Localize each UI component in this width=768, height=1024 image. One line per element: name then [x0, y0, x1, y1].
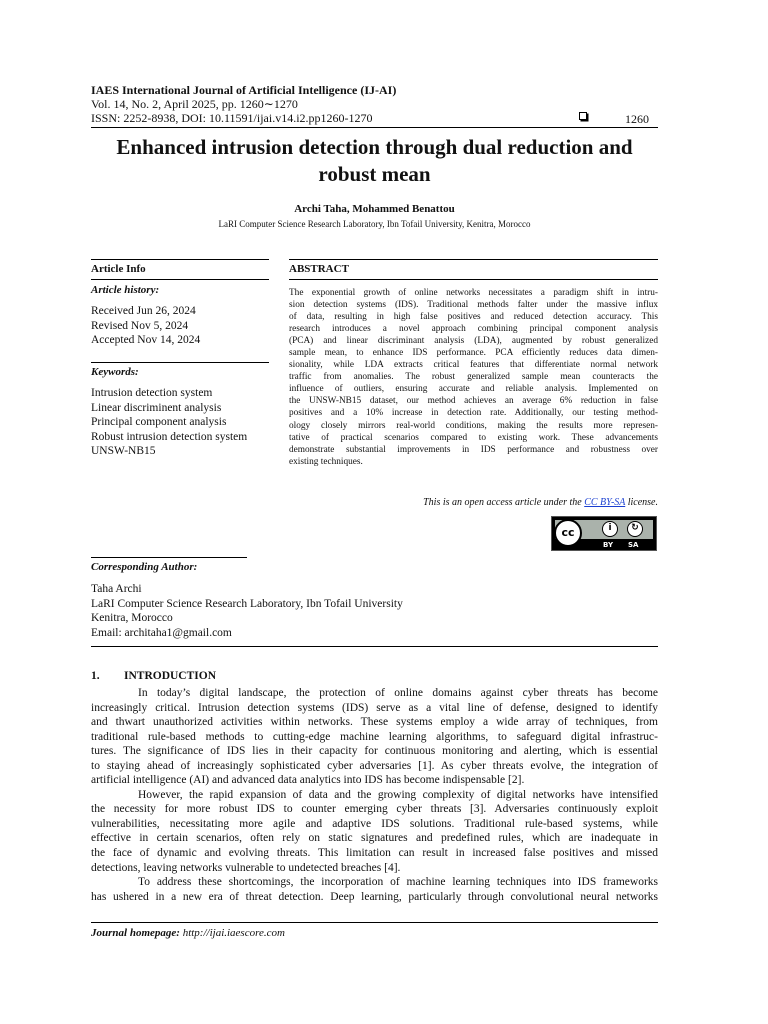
- abstract-line: existing techniques.: [289, 456, 363, 467]
- introduction-body: [91, 686, 658, 904]
- history-item: Revised Nov 5, 2024: [91, 319, 189, 332]
- homepage-url[interactable]: http://ijai.iaescore.com: [182, 927, 285, 939]
- corresponding-rule: [91, 557, 247, 558]
- abstract-line: research introduces a novel approach combining principal component analysis: [289, 324, 658, 335]
- section-heading: [91, 670, 216, 682]
- corresponding-email[interactable]: Email: architaha1@gmail.com: [91, 626, 232, 639]
- paragraph-line: artificial intelligence (AI) and advanced data analytics into IDS has become indispensable [2].: [91, 774, 525, 787]
- abstract-line: tative of practical scenarios compared to existing work. These advancements: [289, 432, 658, 443]
- paragraph-line: However, the rapid expansion of data and the growing complexity of digital networks have intensified: [138, 788, 658, 801]
- keywords-list: [91, 386, 269, 459]
- abstract-heading: ABSTRACT: [289, 263, 349, 275]
- corresponding-line: Kenitra, Morocco: [91, 612, 173, 625]
- title-line: robust mean: [318, 162, 431, 186]
- corresponding-heading: Corresponding Author:: [91, 561, 198, 573]
- paper-title: [91, 134, 658, 188]
- abstract-top-rule: [289, 259, 658, 260]
- paragraph-line: and thwart unauthorized activities within networks. These systems employ a wide array of techniques, from: [91, 716, 658, 729]
- keywords-rule: [91, 362, 269, 363]
- homepage-label: Journal homepage:: [91, 927, 180, 939]
- sa-label: SA: [628, 541, 639, 549]
- paragraph-line: effective in certain scenarios, often rely on static signatures and predefined rules, which are inadequate in: [91, 832, 658, 845]
- sa-icon: ↻: [627, 521, 643, 537]
- cc-by-sa-badge[interactable]: [551, 516, 657, 551]
- open-access-note: [289, 497, 658, 508]
- keyword-item: Intrusion detection system: [91, 387, 213, 399]
- authors: Archi Taha, Mohammed Benattou: [294, 203, 455, 215]
- abstract-line: ology closely mirrors real-world conditions, making the results more represen-: [289, 420, 658, 431]
- title-line: Enhanced intrusion detection through dual reduction and: [116, 135, 633, 159]
- paragraph-line: the necessity for more robust IDS to counter emerging cyber threats [3]. Adversaries continuously exploit: [91, 803, 658, 816]
- info-rule: [91, 279, 269, 280]
- cc-by-sa-link[interactable]: CC BY-SA: [584, 497, 626, 508]
- abstract-line: sion detection systems (IDS). Traditional methods falter under the massive influx: [289, 300, 658, 311]
- corresponding-line: LaRI Computer Science Research Laboratory, Ibn Tofail University: [91, 597, 403, 610]
- corresponding-line: Taha Archi: [91, 583, 142, 595]
- abstract-line: (PCA) and linear discriminant analysis (LDA), augmented by robust generalized: [289, 336, 658, 347]
- history-item: Received Jun 26, 2024: [91, 305, 196, 317]
- abstract-line: traffic from anomalies. The robust generalized sample mean counteracts the: [289, 372, 658, 383]
- open-access-text: license.: [625, 497, 658, 508]
- by-icon: i: [602, 521, 618, 537]
- keyword-item: Robust intrusion detection system: [91, 430, 248, 443]
- info-top-rule: [91, 259, 269, 260]
- abstract-line: sample mean, to enhance IDS performance. PCA efficiently reduces data dimen-: [289, 348, 658, 359]
- header-rule: [91, 127, 658, 128]
- section-title: INTRODUCTION: [124, 670, 217, 682]
- paragraph-line: increasingly critical. Intrusion detection systems (IDS) serve as a vital line of defense, designed to identify: [91, 701, 658, 714]
- keyword-item: Linear discriminent analysis: [91, 401, 222, 414]
- history-item: Accepted Nov 14, 2024: [91, 334, 201, 347]
- history-list: [91, 304, 269, 348]
- abstract-line: demonstrate substantial improvements in IDS performance and robustness over: [289, 444, 658, 455]
- paragraph-line: the face of dynamic and evolving threats. This limitation can result in increased false positives and missed: [91, 847, 658, 860]
- paragraph-line: detections, leaving networks vulnerable to undetected breaches [4].: [91, 861, 401, 874]
- abstract-line: influence of outliers, ensuring accurate and reliable analysis. Implemented on: [289, 384, 658, 395]
- journal-homepage: [91, 927, 285, 939]
- page-number: 1260: [625, 112, 649, 126]
- paragraph-line: has ushered in a new era of threat detection. Deep learning, particularly through convolutional neural networks: [91, 890, 658, 903]
- abstract-text: [289, 287, 658, 468]
- paragraph-line: vulnerabilities, necessitating more agile and adaptive IDS solutions. Traditional rule-based systems, while: [91, 817, 658, 830]
- section-number: 1.: [91, 670, 100, 682]
- keyword-item: Principal component analysis: [91, 416, 227, 429]
- volume-line: Vol. 14, No. 2, April 2025, pp. 1260∼1270: [91, 97, 298, 111]
- section-rule: [91, 646, 658, 647]
- paragraph-line: tures. The significance of IDS lies in their capacity for continuous monitoring and alerting, which is essential: [91, 745, 658, 758]
- by-label: BY: [603, 541, 614, 549]
- corresponding-details: [91, 582, 403, 640]
- abstract-line: the UNSW-NB15 dataset, our method achieves an average 6% reduction in false: [289, 396, 658, 407]
- journal-title: IAES International Journal of Artificial Intelligence (IJ-AI): [91, 83, 397, 97]
- article-info-heading: Article Info: [91, 263, 146, 275]
- issn-line: ISSN: 2252-8938, DOI: 10.11591/ijai.v14.i2.pp1260-1270: [91, 111, 373, 125]
- abstract-line: positives and a 10% increase in detection rate. Additionally, our testing method-: [289, 408, 658, 419]
- paragraph-line: traditional rule-based methods to cutting-edge machine learning algorithms, to safeguard digital infrastruc-: [91, 730, 658, 743]
- keyword-item: UNSW-NB15: [91, 445, 156, 458]
- paragraph-line: In today’s digital landscape, the protection of online domains against cyber threats has become: [138, 687, 658, 699]
- paragraph-line: to staying ahead of increasingly sophisticated cyber adversaries [1]. As cyber threats evolve, the integration of: [91, 759, 658, 772]
- abstract-rule: [289, 279, 658, 280]
- open-access-text: This is an open access article under the: [423, 497, 585, 508]
- cc-icon: cc: [554, 519, 582, 547]
- square-icon: [579, 112, 587, 120]
- keywords-heading: Keywords:: [91, 366, 139, 378]
- history-heading: Article history:: [91, 284, 160, 296]
- paragraph-line: To address these shortcomings, the incorporation of machine learning techniques into IDS frameworks: [138, 876, 658, 889]
- affiliation: LaRI Computer Science Research Laboratory, Ibn Tofail University, Kenitra, Morocco: [218, 219, 531, 229]
- abstract-line: The exponential growth of online networks necessitates a paradigm shift in intru-: [289, 288, 658, 298]
- abstract-line: sionality, while LDA extracts critical features that differentiate normal network: [289, 360, 658, 371]
- footer-rule: [91, 922, 658, 923]
- abstract-line: of data, resulting in high false positives and reduced detection accuracy. This: [289, 312, 658, 323]
